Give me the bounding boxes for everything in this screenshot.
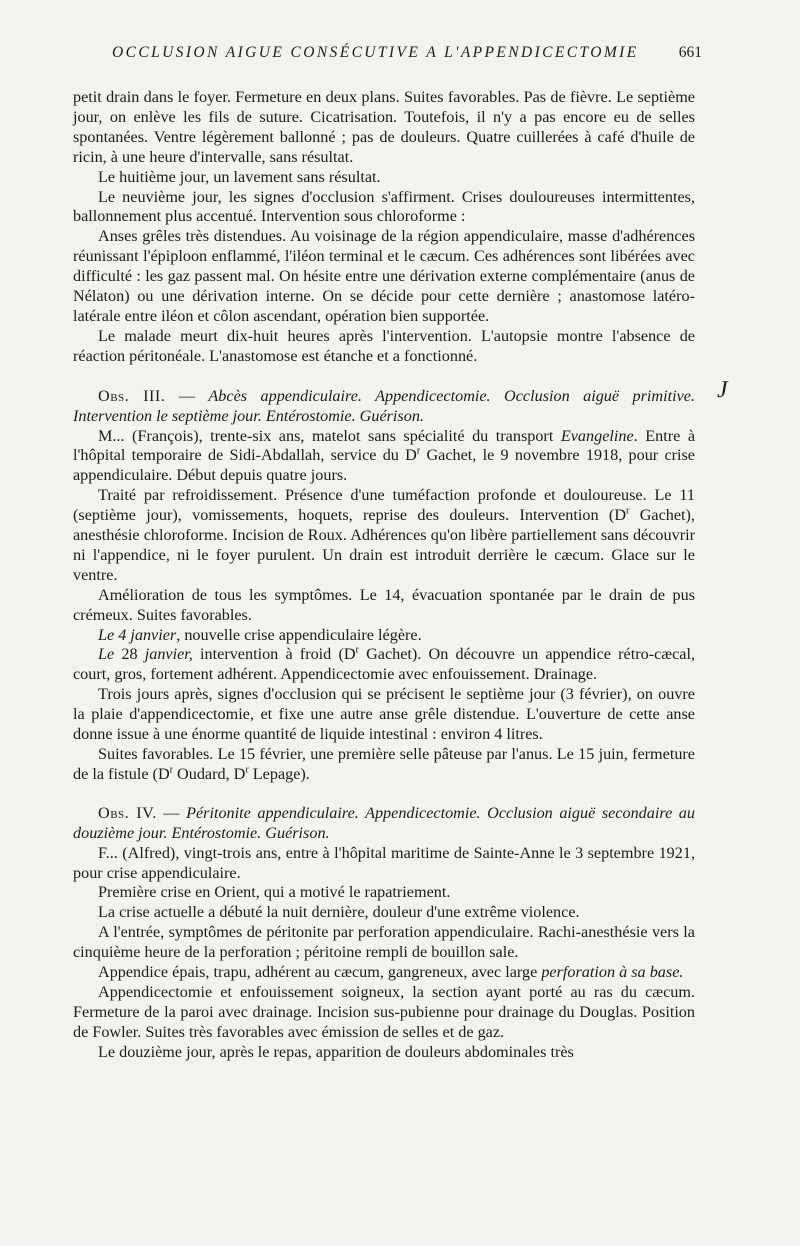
superscript: r — [245, 764, 249, 776]
text-run: Appendice épais, trapu, adhérent au cæcum, gangreneux, avec large — [98, 963, 542, 982]
superscript: r — [626, 505, 630, 517]
observation-label: Obs. IV. — [98, 803, 157, 822]
observation-title: Péritonite appendiculaire. Appendicectomie. Occlusion aiguë secondaire au douzième jour. Entérostomie. Guérison. — [73, 803, 695, 842]
text-run: , nouvelle crise appendiculaire légère. — [176, 625, 422, 644]
paragraph — [73, 645, 695, 685]
paragraph: Appendicectomie et enfouissement soigneux, la section ayant porté au ras du cæcum. Fermeture de la paroi avec drainage. Incision sus-pubienne pour drainage du Douglas. Position de Fowler. Suites très favorables avec émission de selles et de gaz. — [73, 982, 695, 1041]
observation-title: Abcès appendiculaire. Appendicectomie. Occlusion aiguë primitive. Intervention le septième jour. Entérostomie. Guérison. — [73, 386, 696, 425]
paragraph: Anses grêles très distendues. Au voisinage de la région appendiculaire, masse d'adhérences réunissant l'épiploon enflammé, l'iléon terminal et le cæcum. Ces adhérences sont libérées avec difficulté : les gaz passent mal. On hésite entre une dérivation externe complémentaire (anus de Nélaton) ou une dérivation interne. On se décide pour cette dernière ; anastomose latéro-latérale entre iléon et côlon ascendant, opération bien supportée. — [73, 227, 695, 325]
text-run: Traité par refroidissement. Présence d'une tuméfaction profonde et douloureuse. Le 11 (septième jour), vomissements, hoquets, reprise des douleurs. Intervention (D — [73, 486, 695, 525]
page-header — [72, 44, 700, 66]
observation-label: Obs. III. — [98, 386, 166, 405]
text-italic: perforation à sa base. — [541, 963, 684, 982]
text-run: Gachet, le 9 novembre 1918, pour crise appendiculaire. Début depuis quatre jours. — [73, 446, 695, 485]
ship-name: Evangeline — [560, 426, 634, 445]
page-number: 661 — [678, 44, 702, 61]
superscript: r — [169, 764, 173, 776]
dash: — — [156, 803, 187, 822]
paragraph: Le douzième jour, après le repas, apparition de douleurs abdominales très — [98, 1042, 574, 1061]
paragraph: Trois jours après, signes d'occlusion qui se précisent le septième jour (3 février), on ouvre la plaie d'appendicectomie, et fixe une autre anse grêle distendue. L'ouverture de cette anse donne issue à une énorme quantité de liquide intestinal : environ 4 litres. — [73, 685, 695, 744]
body-text — [73, 88, 695, 1063]
paragraph: Première crise en Orient, qui a motivé le rapatriement. — [98, 883, 451, 902]
handwritten-margin-mark: J — [715, 377, 730, 403]
paragraph: F... (Alfred), vingt-trois ans, entre à l'hôpital maritime de Sainte-Anne le 3 septembre 1921, pour crise appendiculaire. — [73, 843, 695, 882]
date-italic: Le 4 janvier — [98, 625, 177, 644]
text-run: . Entre à l'hôpital temporaire de Sidi-Abdallah, service du D — [73, 426, 696, 465]
observation-heading — [73, 387, 695, 427]
running-title: OCCLUSION AIGUE CONSÉCUTIVE A L'APPENDICECTOMIE — [112, 44, 639, 61]
superscript: r — [416, 446, 421, 458]
paragraph: A l'entrée, symptômes de péritonite par perforation appendiculaire. Rachi-anesthésie vers la cinquième heure de la perforation ; péritoine rempli de bouillon sale. — [73, 923, 695, 962]
text-run: M... (François), trente-six ans, matelot sans spécialité du transport — [98, 426, 561, 445]
text-italic: Le — [98, 645, 115, 664]
paragraph: Le neuvième jour, les signes d'occlusion s'affirment. Crises douloureuses intermittentes, ballonnement plus accentué. Intervention sous chloroforme : — [73, 187, 695, 226]
text-italic: janvier, — [144, 645, 193, 664]
paragraph — [73, 963, 695, 983]
text-run: Gachet). On découvre un appendice rétro-cæcal, court, gros, fortement adhérent. Appendicectomie avec enfouissement. Drainage. — [73, 645, 696, 684]
text-run: Gachet), anesthésie chloroforme. Incision de Roux. Adhérences qu'on libère partiellement sans découvrir ni l'appendice, ni le foyer purulent. Un drain est introduit derrière le cæcum. Glace sur le ventre. — [73, 506, 695, 584]
paragraph — [73, 626, 695, 646]
text-run: Suites favorables. Le 15 février, une première selle pâteuse par l'anus. Le 15 juin, fermeture de la fistule (D — [73, 745, 695, 783]
paragraph: petit drain dans le foyer. Fermeture en deux plans. Suites favorables. Pas de fièvre. Le septième jour, on enlève les fils de suture. Cicatrisation. Toutefois, il n'y a pas encore eu de selles spontanées. Ventre légèrement ballonné ; pas de douleurs. Quatre cuillerées à café d'huile de ricin, à une heure d'intervalle, sans résultat. — [73, 88, 695, 166]
paragraph: Le huitième jour, un lavement sans résultat. — [98, 167, 381, 186]
text-run: Oudard, D — [173, 764, 246, 783]
observation-heading — [73, 804, 695, 844]
paragraph — [73, 486, 695, 586]
superscript: r — [355, 645, 359, 657]
text-run: 28 — [114, 645, 145, 664]
dash: — — [165, 386, 209, 405]
paragraph — [73, 745, 695, 785]
text-run: intervention à froid (D — [192, 645, 356, 664]
paragraph: Le malade meurt dix-huit heures après l'intervention. L'autopsie montre l'absence de réaction péritonéale. L'anastomose est étanche et a fonctionné. — [73, 326, 695, 365]
text-run: Lepage). — [248, 764, 310, 783]
paragraph: La crise actuelle a débuté la nuit dernière, douleur d'une extrême violence. — [98, 903, 580, 922]
paragraph — [73, 427, 695, 487]
paragraph: Amélioration de tous les symptômes. Le 14, évacuation spontanée par le drain de pus crémeux. Suites favorables. — [73, 585, 695, 624]
